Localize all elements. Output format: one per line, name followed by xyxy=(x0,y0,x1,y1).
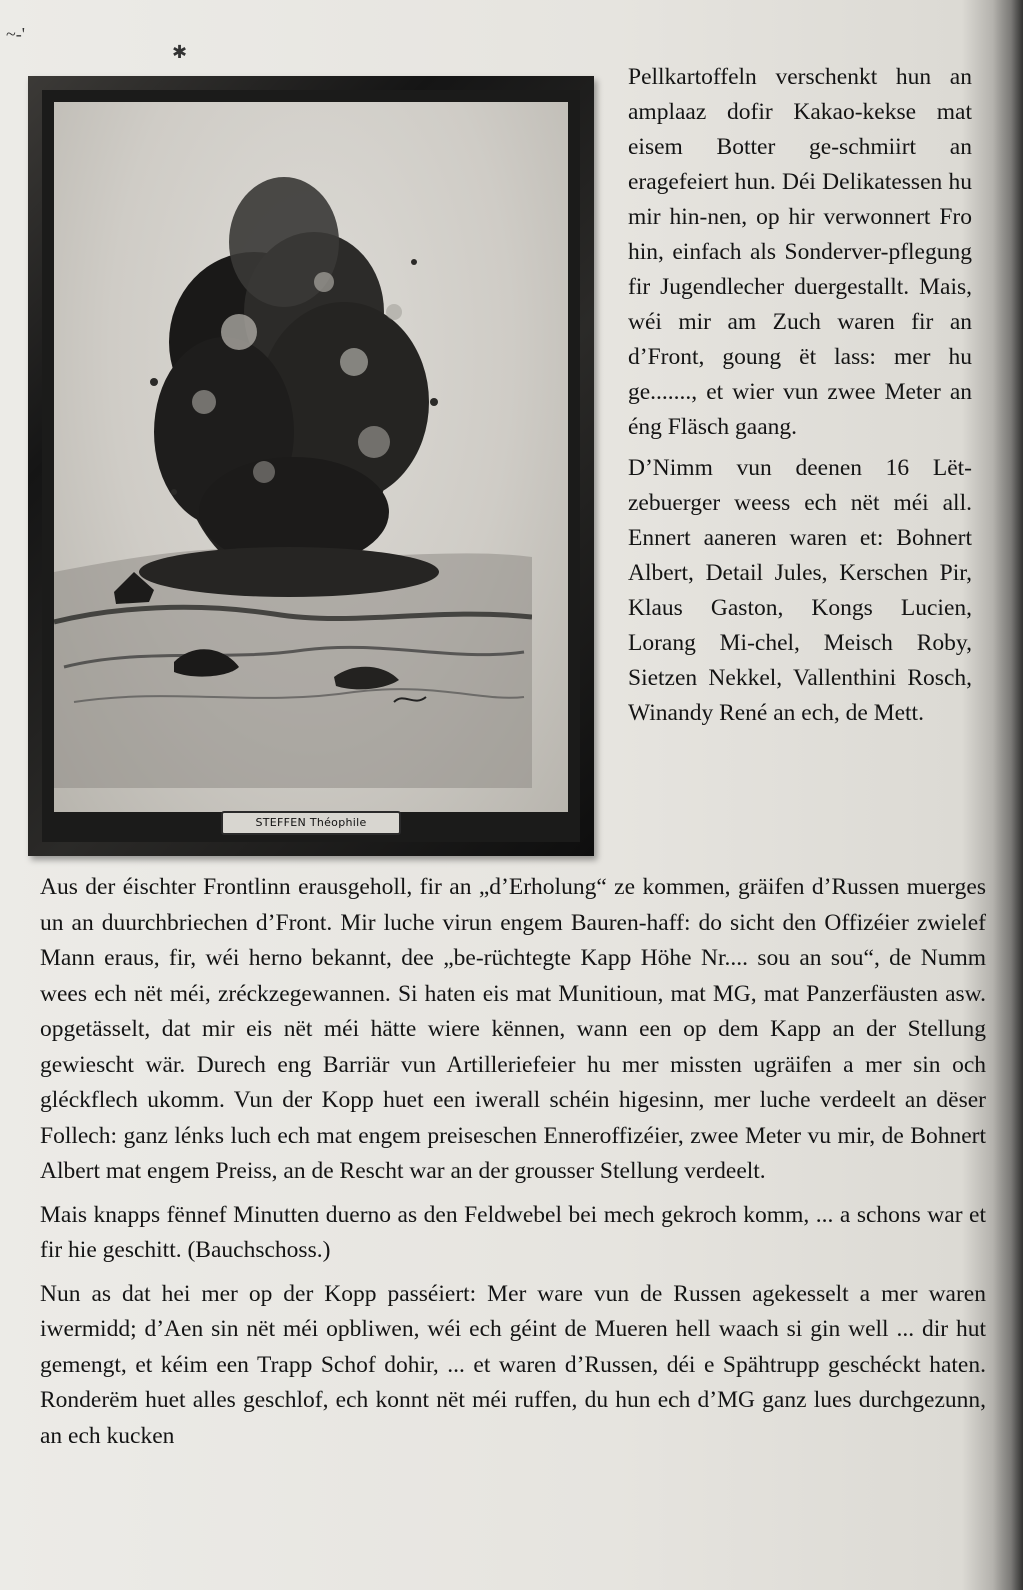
body-paragraph: Nun as dat hei mer op der Kopp passéiert: Mer ware vun de Russen agekesselt a mer waren iwermidd; d’Aen sin nët méi opbliwen, wéi ech géint de Mueren hell waach si gin well ... dir hut gemengt, et kéim een Trapp Schof dohir, ... et waren d’Russen, déi e Spähtrupp geschéckt haten. Ronderëm huet alles geschlof, ech konnt nët méi ruffen, du hun ech d’MG ganz lues durchgezunn, an ech kucken xyxy=(40,1280,986,1449)
frame-inner-edge xyxy=(42,90,580,842)
ink-smudge-mark: ~-' xyxy=(6,24,25,44)
side-paragraph: D’Nimm vun deenen 16 Lët-zebuerger weess ech nët méi all. Ennert aaneren waren et: Bohnert Albert, Detail Jules, Kerschen Pir, Klaus Gaston, Kongs Lucien, Lorang Mi-chel, Meisch Roby, Sietzen Nekkel, Vallenthini Rosch, Winandy René an ech, de Mett. xyxy=(628,455,972,726)
explosion-painting xyxy=(54,102,532,788)
ink-smudge-mark: ✱ xyxy=(172,42,188,62)
page-gutter-shadow xyxy=(993,0,1023,1590)
main-body-text xyxy=(40,870,986,1462)
body-paragraph: Aus der éischter Frontlinn erausgeholl, fir an „d’Erholung“ ze kommen, gräifen d’Russen muerges un an duurchbriechen d’Front. Mir luche virun engem Bauren-haff: do sicht den Offizéier zwielef Mann eraus, fir, wéi herno bekannt, dee „be-rüchtegte Kapp Höhe Nr.... sou an sou“, de Numm wees ech nët méi, zréckzegewannen. Si haten eis mat Munitioun, mat MG, mat Panzerfäusten asw. opgetässelt, dat mir eis nët méi hätte wiere kënnen, wann een op dem Kapp an der Stellung gewiescht wär. Durech eng Barriär vun Artilleriefeier hu mer missten ugräifen a mer sin och gléckflech ukomm. Vun der Kopp huet een iwerall schéin higesinn, mer luche verdeelt an dëser Follech: ganz lénks luch ech mat engem preiseschen Enneroffizéier, zwee Meter vu mir, de Bohnert Albert mat engem Preiss, an de Rescht war an der grousser Stellung verdeelt. xyxy=(40,874,986,1184)
painting-canvas xyxy=(54,102,568,812)
artist-name-plaque: STEFFEN Théophile xyxy=(221,811,401,835)
body-paragraph: Mais knapps fënnef Minutten duerno as den Feldwebel bei mech gekroch komm, ... a schons war et fir hie geschitt. (Bauchschoss.) xyxy=(40,1201,986,1263)
side-column-text xyxy=(628,60,972,737)
side-paragraph: Pellkartoffeln verschenkt hun an amplaaz dofir Kakao-kekse mat eisem Botter ge-schmiirt an eragefeiert hun. Déi Delikatessen hu mir hin-nen, op hir verwonnert Fro hin, einfach als Sonderver-pflegung fir Jugendlecher duergestallt. Mais, wéi mir am Zuch waren fir an d’Front, goung ët lass: mer hu ge......., et wier vun zwee Meter an éng Fläsch gaang. xyxy=(628,64,972,440)
painting-frame xyxy=(28,76,594,856)
